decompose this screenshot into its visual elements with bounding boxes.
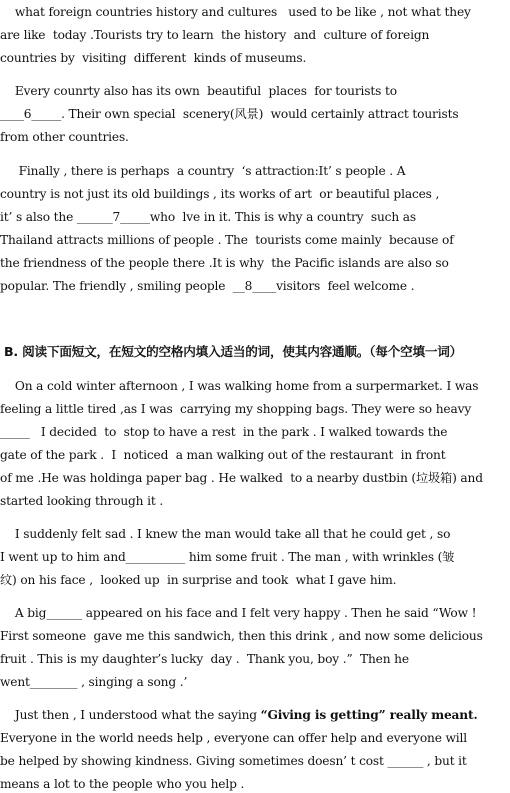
- text-line: On a cold winter afternoon , I was walking home from a surpermarket. I was: [0, 379, 479, 393]
- text-line: fruit . This is my daughter’s lucky day . Thank you, boy .” Then he: [0, 652, 409, 666]
- text-line: Everyone in the world needs help , everyone can offer help and everyone will: [0, 731, 468, 745]
- text-line: the friendness of the people there .It is why the Pacific islands are also so: [0, 256, 449, 270]
- text-line-with-quote: [0, 707, 510, 723]
- text-line: popular. The friendly , smiling people __8____visitors feel welcome .: [0, 279, 415, 293]
- text-segment: ” really meant.: [378, 708, 478, 722]
- text-line: Every counrty also has its own beautiful places for tourists to: [0, 84, 397, 98]
- text-line: it’ s also the ______7_____who lve in it. This is why a country such as: [0, 210, 416, 224]
- text-line: _____ I decided to stop to have a rest in the park . I walked towards the: [0, 425, 448, 439]
- text-line: from other countries.: [0, 130, 129, 144]
- text-line: countries by visiting different kinds of museums.: [0, 51, 307, 65]
- text-line: went________ , singing a song .’: [0, 675, 188, 689]
- text-line: ____6_____. Their own special scenery(风景) would certainly attract tourists: [0, 107, 459, 121]
- section-b-heading: B. 阅读下面短文，在短文的空格内填入适当的词，使其内容通顺。（每个空填一词）: [4, 344, 463, 359]
- text-line: feeling a little tired ,as I was carrying my shopping bags. They were so heavy: [0, 402, 472, 416]
- text-line: what foreign countries history and cultures used to be like , not what they: [0, 5, 471, 19]
- text-line: A big______ appeared on his face and I felt very happy . Then he said “Wow !: [0, 606, 477, 620]
- text-line: I went up to him and__________ him some fruit . The man , with wrinkles (皱: [0, 550, 455, 564]
- text-line: Thailand attracts millions of people . The tourists come mainly because of: [0, 233, 454, 247]
- quoted-saying: Giving is getting: [267, 708, 379, 722]
- quote-open-mark: “: [260, 708, 268, 722]
- text-line: means a lot to the people who you help .: [0, 777, 245, 791]
- text-line: country is not just its old buildings , its works of art or beautiful places ,: [0, 187, 440, 201]
- text-line: of me .He was holdinga paper bag . He walked to a nearby dustbin (垃圾箱) and: [0, 471, 483, 485]
- text-segment: Just then , I understood what the saying: [0, 708, 261, 722]
- text-line: I suddenly felt sad . I knew the man would take all that he could get , so: [0, 527, 451, 541]
- text-line: be helped by showing kindness. Giving sometimes doesn’ t cost ______ , but it: [0, 754, 467, 768]
- text-line: Finally , there is perhaps a country ‘s attraction:It’ s people . A: [0, 164, 406, 178]
- text-line: started looking through it .: [0, 494, 164, 508]
- text-line: are like today .Tourists try to learn the history and culture of foreign: [0, 28, 430, 42]
- text-line: 纹) on his face , looked up in surprise and took what I gave him.: [0, 573, 397, 587]
- text-line: gate of the park . I noticed a man walking out of the restaurant in front: [0, 448, 446, 462]
- text-line: First someone gave me this sandwich, then this drink , and now some delicious: [0, 629, 483, 643]
